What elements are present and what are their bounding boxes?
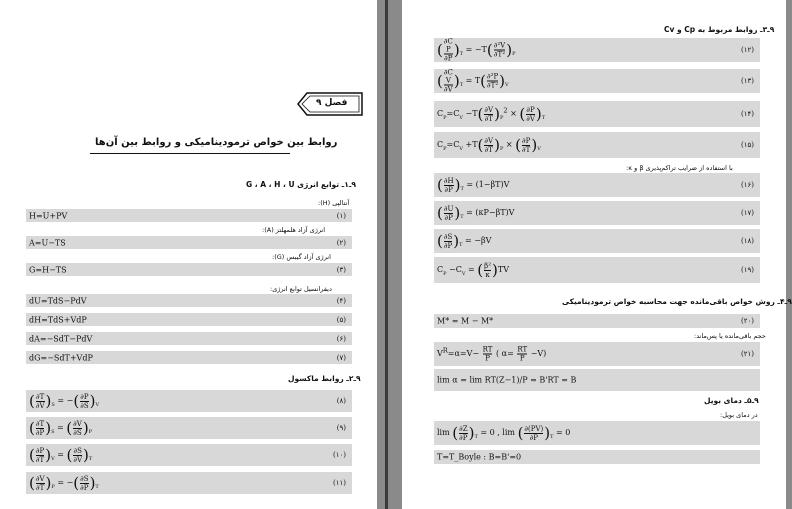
equation-row-24: [434, 450, 760, 464]
equation-number-6: (۶): [336, 334, 346, 343]
equation-number-20: (۲۰): [741, 317, 754, 325]
equation-number-9: (۹): [336, 424, 346, 432]
equation-22: lim α = lim RT(Z−1)/P = B'RT = B: [437, 375, 577, 385]
energy-pressure-derivative: ( $\frac{\partial U}{\partial P}$ )$_T = (\kappa P-\beta T)V$: [437, 204, 515, 222]
page-divider: [385, 0, 388, 509]
equation-row-12: [434, 38, 760, 62]
equation-row-21: [434, 342, 760, 366]
equation-row-3: [26, 263, 352, 276]
equation-number-18: (۱۸): [741, 237, 754, 245]
equation-row-8: [26, 390, 352, 412]
equation-number-11: (۱۱): [333, 479, 346, 487]
equation-6: dA=−SdT−PdV: [29, 334, 93, 343]
equation-row-5: [26, 313, 352, 326]
equation-number-8: (۸): [336, 397, 346, 405]
gibbs-label: انرژی آزاد گیبس (G):: [272, 253, 331, 261]
right-page: [402, 0, 792, 509]
boyle-limit-equation: lim ( $\frac{\partial Z}{\partial P}$ )$_T = 0$ , lim ( $\frac{\partial(PV)}{\partial P}$ )$_T = 0$: [437, 424, 571, 442]
equation-row-19: [434, 257, 760, 283]
section-4-heading: ۹ـ۴ـ روش خواص باقی‌مانده جهت محاسبه خواص ترمودینامیکی: [562, 297, 792, 306]
equation-row-14: [434, 101, 760, 127]
equation-7: dG=−SdT+VdP: [29, 353, 93, 362]
equation-number-21: (۲۱): [741, 350, 754, 358]
beta-kappa-label: با استفاده از ضرایب تراکم‌پذیری β و κ:: [626, 164, 733, 172]
equation-number-2: (۲): [336, 238, 346, 247]
maxwell-relation-4: ( $\frac{\partial V}{\partial T}$ )$_P$ = −( $\frac{\partial S}{\partial P}$ )$_T$: [29, 474, 99, 492]
equation-3: G=H−TS: [29, 265, 67, 274]
section-3-heading: ۹ـ۳ـ روابط مربوط به Cp و Cv: [664, 25, 775, 34]
equation-row-16: [434, 173, 760, 197]
equation-number-3: (۳): [336, 265, 346, 274]
equation-row-15: [434, 132, 760, 158]
equation-number-5: (۵): [336, 315, 346, 324]
equation-number-15: (۱۵): [741, 141, 754, 149]
equation-number-12: (۱۲): [741, 46, 754, 54]
maxwell-relation-2: ( $\frac{\partial T}{\partial P}$ )$_S$ = ( $\frac{\partial V}{\partial S}$ )$_P$: [29, 419, 93, 437]
equation-number-7: (۷): [336, 353, 346, 362]
equation-row-1: [26, 209, 352, 222]
section-5-heading: ۹ـ۵ـ دمای بویل: [704, 396, 759, 405]
equation-number-13: (۱۳): [741, 77, 754, 85]
equation-row-18: [434, 229, 760, 253]
equation-number-17: (۱۷): [741, 209, 754, 217]
equation-row-13: [434, 69, 760, 93]
equation-row-22: [434, 369, 760, 391]
cp-cv-beta-kappa: $C_P -C_V$ = ( $\frac{\text{β²}}{\kappa}$ )TV: [437, 261, 509, 279]
equation-row-17: [434, 201, 760, 225]
equation-number-19: (۱۹): [741, 266, 754, 274]
equation-2: A=U−TS: [29, 238, 66, 247]
maxwell-relation-1: ( $\frac{\partial T}{\partial V}$ )$_S$ = −( $\frac{\partial P}{\partial S}$ )$_V$: [29, 392, 100, 410]
entropy-pressure-derivative: ( $\frac{\partial S}{\partial P}$ )$_T = -\beta V$: [437, 232, 492, 250]
equation-row-20: [434, 314, 760, 328]
equation-row-2: [26, 236, 352, 249]
chapter-title: روابط بین خواص ترمودینامیکی و روابط بین آن‌ها: [95, 137, 338, 148]
maxwell-relation-3: ( $\frac{\partial P}{\partial T}$ )$_V$ = ( $\frac{\partial S}{\partial V}$ )$_T$: [29, 446, 93, 464]
equation-1: H=U+PV: [29, 211, 68, 220]
differential-label: دیفرانسیل توابع انرژی:: [270, 285, 332, 293]
cv-volume-derivative: ( ∂C V ∂V )$_T = T$( $\frac{\text{∂²P}}{\text{∂T²}}$ )$_V$: [437, 68, 509, 94]
equation-number-10: (۱۰): [333, 451, 346, 459]
left-page: [0, 0, 377, 509]
enthalpy-pressure-derivative: ( $\frac{\partial H}{\partial P}$ )$_T = (1-\beta T)V$: [437, 176, 510, 194]
equation-5: dH=TdS+VdP: [29, 315, 87, 324]
equation-row-11: [26, 472, 352, 494]
title-underline: [90, 153, 290, 154]
section-2-heading: ۹ـ۲ـ روابط ماکسول: [288, 374, 361, 383]
equation-number-16: (۱۶): [741, 181, 754, 189]
equation-number-14: (۱۴): [741, 110, 754, 118]
equation-row-7: [26, 351, 352, 364]
equation-row-23: [434, 421, 760, 445]
equation-20: M* = M − M*: [437, 316, 494, 326]
equation-4: dU=TdS−PdV: [29, 296, 87, 305]
chapter-tag-label: فصل ۹: [316, 98, 348, 108]
helmholtz-label: انرژی آزاد هلمهلتز (A):: [262, 226, 326, 234]
equation-row-9: [26, 417, 352, 439]
residual-volume-label: حجم باقی‌مانده یا پس‌ماند:: [694, 332, 766, 340]
cp-cv-relation-2: $C_P=C_V +T$( $\frac{\partial V}{\partial T}$ )$_P$ × ( $\frac{\partial P}{\partial T}$ )$_V$: [437, 136, 541, 154]
equation-number-4: (۴): [336, 296, 346, 305]
boyle-label: در دمای بویل:: [720, 411, 758, 419]
equation-row-4: [26, 294, 352, 307]
residual-volume-equation: $V^R=\alpha=V-$ $\frac{RT}{P}$ ( α= $\frac{RT}{P}$ −V): [437, 345, 547, 363]
cp-pressure-derivative: ( ∂C P ∂P )$_T = -T$( $\frac{\text{∂²V}}{\text{∂T²}}$ )$_P$: [437, 37, 516, 63]
equation-number-1: (۱): [336, 211, 346, 220]
section-1-heading: ۹ـ۱ـ توابع انرژی G ، A ، H ، U: [246, 180, 356, 189]
equation-24: T=T_Boyle : B=B'=0: [437, 452, 522, 462]
equation-row-6: [26, 332, 352, 345]
enthalpy-label: آنتالپی (H):: [318, 199, 350, 207]
equation-row-10: [26, 444, 352, 466]
cp-cv-relation-1: $C_P=C_V -T$( $\frac{\partial V}{\partial T}$ )$_P^2$ × ( $\frac{\partial P}{\partial V}$ )$_T$: [437, 105, 546, 123]
